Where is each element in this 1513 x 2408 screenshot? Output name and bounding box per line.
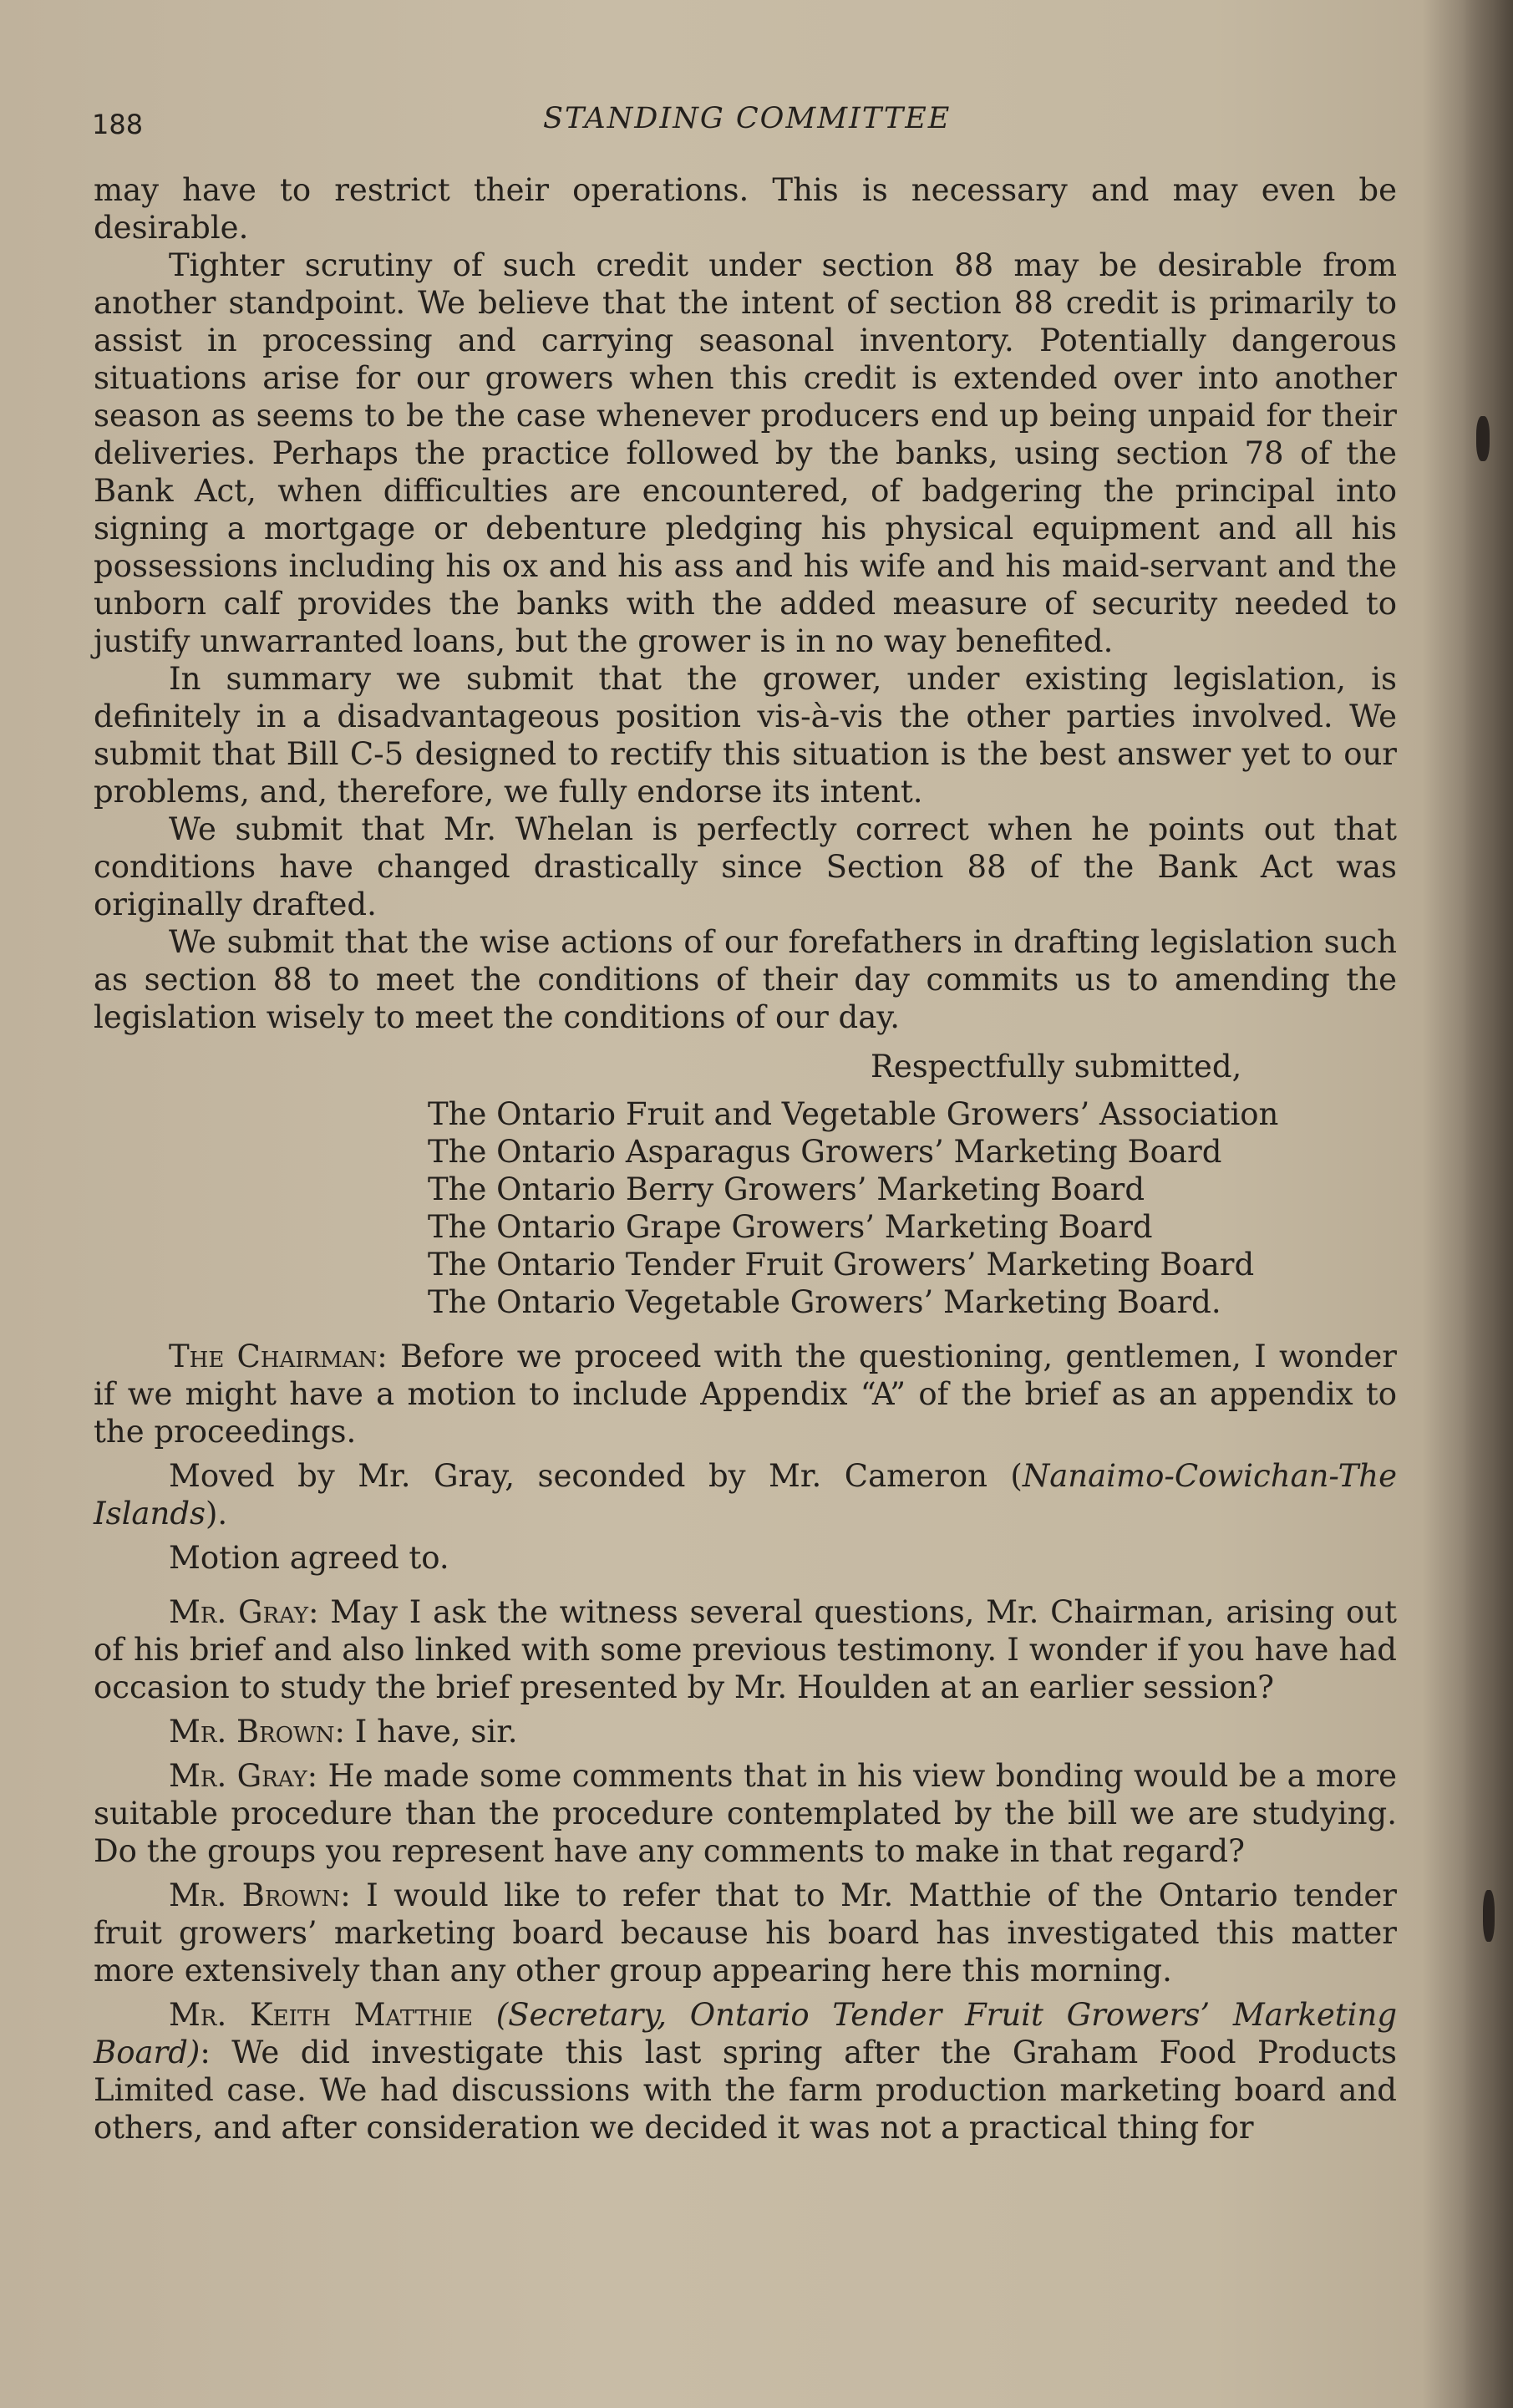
signatory: The Ontario Grape Growers’ Marketing Board xyxy=(428,1209,1153,1245)
gray-question-2 xyxy=(94,1757,1397,1870)
signatory: The Ontario Berry Growers’ Marketing Board xyxy=(428,1171,1145,1207)
page-header xyxy=(92,100,1404,142)
signatory: The Ontario Tender Fruit Growers’ Marketing Board xyxy=(428,1247,1255,1283)
statement-text: Before we proceed with the questioning, gentlemen, I wonder if we might have a motion to include Appendix “A” of the brief as an appendix to the proceedings. xyxy=(94,1339,1397,1450)
signatory: The Ontario Fruit and Vegetable Growers’ Association xyxy=(428,1096,1279,1132)
statement-text: He made some comments that in his view bonding would be a more suitable procedure than the procedure contemplated by the bill we are studying. Do the groups you represent have any comments to make in that regard? xyxy=(94,1758,1397,1869)
gray-question-1 xyxy=(94,1593,1397,1706)
page-number: 188 xyxy=(92,109,144,140)
statement-text: I have, sir. xyxy=(354,1714,518,1750)
statement-text: I would like to refer that to Mr. Matthie of the Ontario tender fruit growers’ marketing board because his board has investigated this matter more extensively than any other group appearing here this morning. xyxy=(94,1877,1397,1989)
motion-moved xyxy=(94,1457,1397,1532)
signatory: The Ontario Asparagus Growers’ Marketing Board xyxy=(428,1134,1222,1170)
matthie-statement xyxy=(94,1996,1397,2146)
speaker-gray: Mr. Gray: xyxy=(169,1758,318,1794)
paragraph-continuation: may have to restrict their operations. This is necessary and may even be desirable. xyxy=(94,172,1397,246)
paragraph-summary: In summary we submit that the grower, under existing legislation, is definitely in a disadvantageous position vis-à-vis the other parties involved. We submit that Bill C-5 designed to rectify this situation is the best answer yet to our problems, and, therefore, we fully endorse its intent. xyxy=(94,661,1397,810)
riding-name: Nanaimo-Cowichan-The Islands xyxy=(94,1458,1397,1532)
moved-end: ). xyxy=(206,1496,228,1532)
speaker-matthie: Mr. Keith Matthie xyxy=(169,1997,473,2033)
speaker-gray: Mr. Gray: xyxy=(169,1594,319,1630)
binding-gutter-shadow xyxy=(1463,0,1513,2408)
binding-mark-upper xyxy=(1476,416,1490,461)
speaker-brown: Mr. Brown: xyxy=(169,1877,351,1913)
moved-text: Moved by Mr. Gray, seconded by Mr. Cameron ( xyxy=(169,1458,1023,1494)
closing-line: Respectfully submitted, xyxy=(871,1049,1242,1085)
paragraph-forefathers: We submit that the wise actions of our forefathers in drafting legislation such as section 88 to meet the conditions of their day commits us to amending the legislation wisely to meet the conditions of our day. xyxy=(94,924,1397,1035)
paragraph-whelan: We submit that Mr. Whelan is perfectly correct when he points out that conditions have changed drastically since Section 88 of the Bank Act was originally drafted. xyxy=(94,811,1397,922)
chairman-statement xyxy=(94,1338,1397,1450)
paragraph-tighter-scrutiny: Tighter scrutiny of such credit under section 88 may be desirable from another standpoint. We believe that the intent of section 88 credit is primarily to assist in processing and carrying seasonal inventory. Potentially dangerous situations arise for our growers when this credit is extended over into another season as seems to be the case whenever producers end up being unpaid for their deliveries. Perhaps the practice followed by the banks, using section 78 of the Bank Act, when difficulties are encountered, of badgering the principal into signing a mortgage or debenture pledging his physical equipment and all his possessions including his ox and his ass and his wife and his maid-servant and the unborn calf provides the banks with the added measure of security needed to justify unwarranted loans, but the grower is in no way benefited. xyxy=(94,247,1397,659)
brown-answer-2 xyxy=(94,1877,1397,1989)
running-head: STANDING COMMITTEE xyxy=(543,102,952,135)
speaker-chairman: The Chairman: xyxy=(169,1339,388,1374)
brown-answer-1 xyxy=(94,1713,1397,1750)
motion-agreed: Motion agreed to. xyxy=(169,1540,449,1576)
binding-mark-lower xyxy=(1483,1890,1495,1942)
speaker-title: (Secretary, Ontario Tender Fruit Growers’ Marketing Board) xyxy=(94,1997,1398,2070)
statement-text: : We did investigate this last spring after the Graham Food Products Limited case. We had discussions with the farm production marketing board and others, and after consideration we decided it was not a practical thing for xyxy=(94,2035,1397,2146)
statement-text: May I ask the witness several questions, Mr. Chairman, arising out of his brief and also linked with some previous testimony. I wonder if you have had occasion to study the brief presented by Mr. Houlden at an earlier session? xyxy=(94,1594,1397,1705)
signatory: The Ontario Vegetable Growers’ Marketing Board. xyxy=(428,1284,1221,1320)
body-text xyxy=(94,171,1397,2146)
signatory-list xyxy=(428,1095,1397,1321)
speaker-brown: Mr. Brown: xyxy=(169,1714,346,1750)
